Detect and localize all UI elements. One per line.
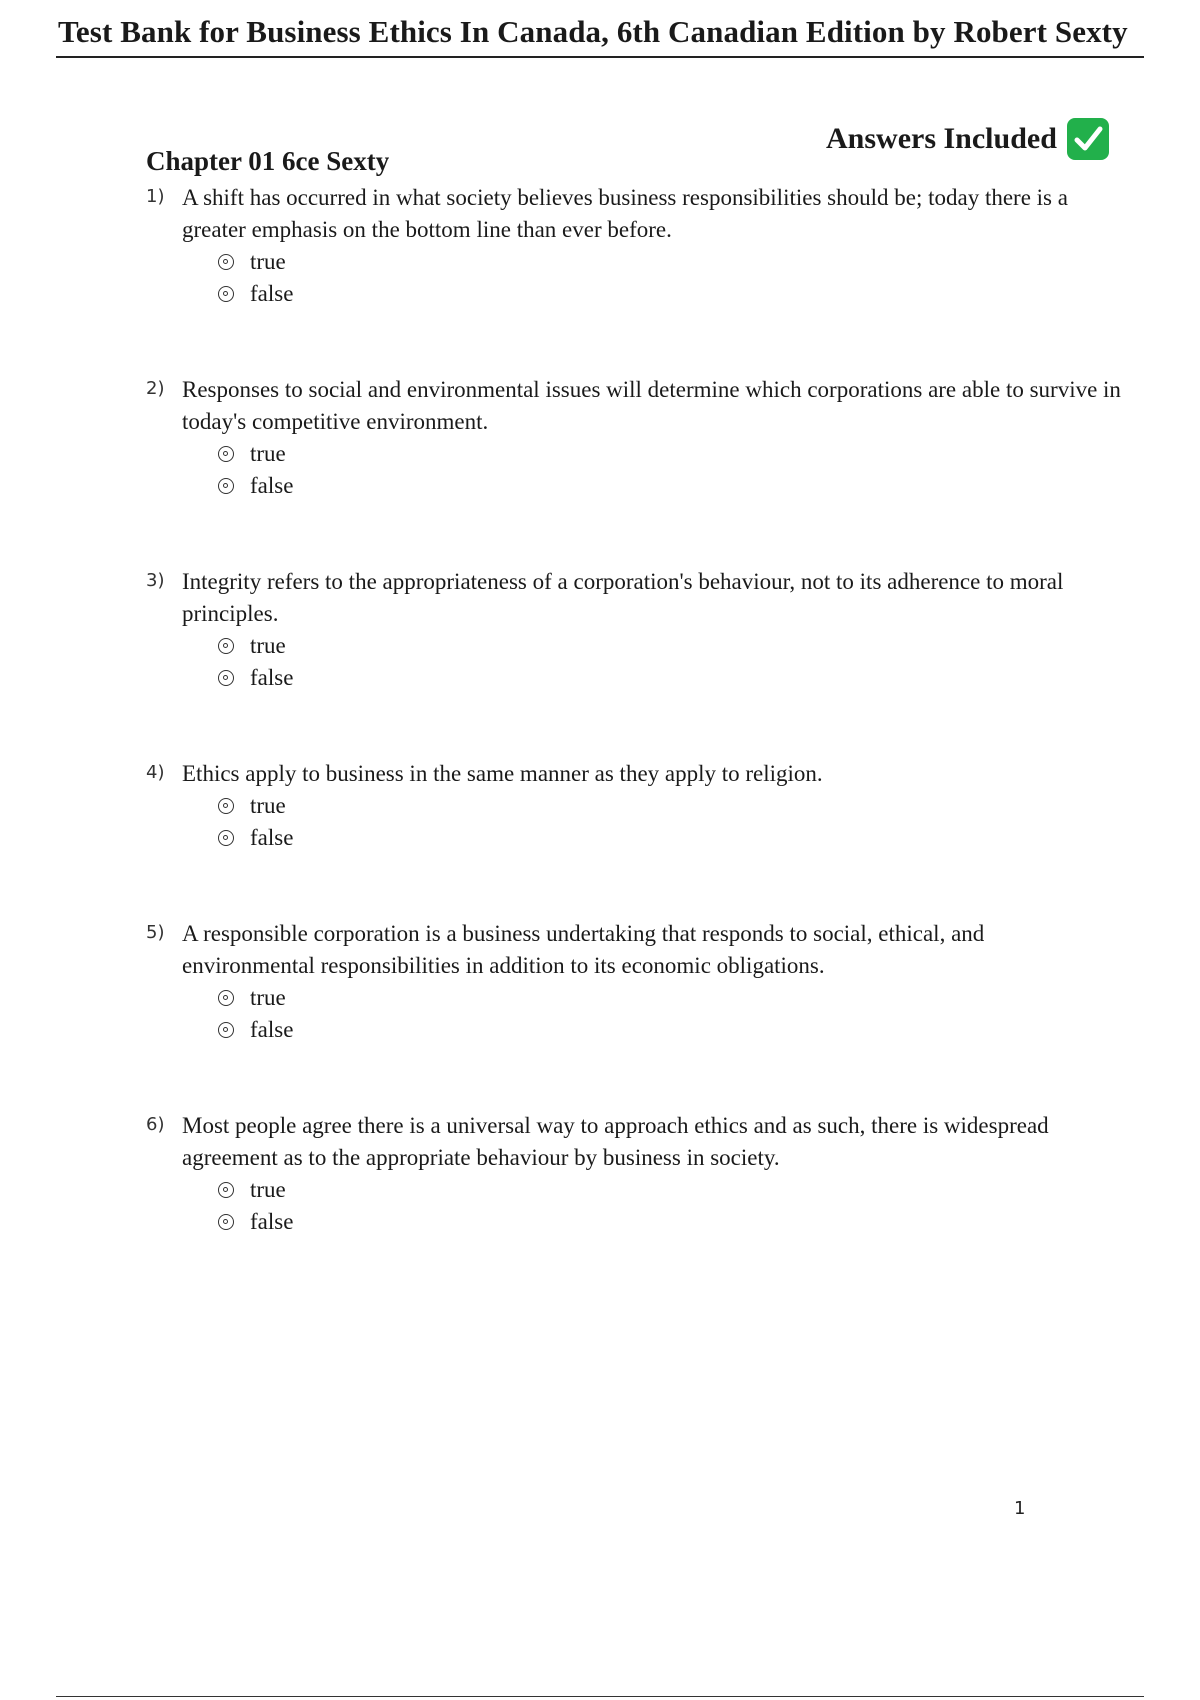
answers-included-banner — [826, 118, 1109, 160]
question-2 — [146, 374, 1121, 566]
question-3 — [146, 566, 1086, 758]
option-true[interactable] — [218, 982, 1086, 1014]
question-number: 3) — [146, 570, 165, 591]
radio-icon[interactable] — [218, 670, 234, 686]
question-number: 6) — [146, 1114, 165, 1135]
question-number: 2) — [146, 378, 165, 399]
radio-icon[interactable] — [218, 254, 234, 270]
option-false[interactable] — [218, 822, 1086, 854]
title-divider — [56, 56, 1144, 58]
option-false[interactable] — [218, 278, 1086, 310]
option-true[interactable] — [218, 1174, 1086, 1206]
question-text: Responses to social and environmental issues will determine which corporations are able to survive in today's competitive environment. — [182, 377, 1121, 434]
option-false[interactable] — [218, 1014, 1086, 1046]
radio-icon[interactable] — [218, 1214, 234, 1230]
question-list — [146, 182, 1121, 1270]
footer-divider — [56, 1696, 1144, 1697]
option-label: true — [250, 441, 286, 466]
question-number: 5) — [146, 922, 165, 943]
option-label: true — [250, 793, 286, 818]
question-text: Integrity refers to the appropriateness of a corporation's behaviour, not to its adherence to moral principles. — [182, 569, 1064, 626]
option-true[interactable] — [218, 630, 1086, 662]
question-number: 1) — [146, 186, 165, 207]
question-text: Most people agree there is a universal way to approach ethics and as such, there is widespread agreement as to the appropriate behaviour by business in society. — [182, 1113, 1049, 1170]
answers-included-label: Answers Included — [826, 122, 1057, 155]
option-false[interactable] — [218, 1206, 1086, 1238]
radio-icon[interactable] — [218, 798, 234, 814]
radio-icon[interactable] — [218, 990, 234, 1006]
radio-icon[interactable] — [218, 286, 234, 302]
option-label: true — [250, 1177, 286, 1202]
radio-icon[interactable] — [218, 1022, 234, 1038]
question-6 — [146, 1110, 1086, 1270]
question-text: A responsible corporation is a business undertaking that responds to social, ethical, and environmental responsibilities in addition to its economic obligations. — [182, 921, 985, 978]
option-true[interactable] — [218, 438, 1086, 470]
radio-icon[interactable] — [218, 1182, 234, 1198]
option-label: true — [250, 985, 286, 1010]
option-label: false — [250, 825, 294, 850]
question-1 — [146, 182, 1086, 374]
page-number: 1 — [1014, 1498, 1026, 1519]
question-text: A shift has occurred in what society believes business responsibilities should be; today there is a greater emphasis on the bottom line than ever before. — [182, 185, 1068, 242]
chapter-title: Chapter 01 6ce Sexty — [146, 146, 390, 176]
question-5 — [146, 918, 1086, 1110]
option-label: false — [250, 665, 294, 690]
radio-icon[interactable] — [218, 478, 234, 494]
option-label: false — [250, 473, 294, 498]
question-text: Ethics apply to business in the same manner as they apply to religion. — [182, 761, 823, 786]
option-false[interactable] — [218, 470, 1086, 502]
option-label: true — [250, 633, 286, 658]
document-title: Test Bank for Business Ethics In Canada, 6th Canadian Edition by Robert Sexty — [58, 14, 1128, 49]
option-label: false — [250, 1017, 294, 1042]
check-mark-button-icon — [1067, 118, 1109, 160]
question-number: 4) — [146, 762, 165, 783]
question-4 — [146, 758, 1086, 918]
option-label: false — [250, 281, 294, 306]
radio-icon[interactable] — [218, 830, 234, 846]
option-label: false — [250, 1209, 294, 1234]
option-label: true — [250, 249, 286, 274]
radio-icon[interactable] — [218, 446, 234, 462]
option-true[interactable] — [218, 246, 1086, 278]
option-false[interactable] — [218, 662, 1086, 694]
option-true[interactable] — [218, 790, 1086, 822]
radio-icon[interactable] — [218, 638, 234, 654]
